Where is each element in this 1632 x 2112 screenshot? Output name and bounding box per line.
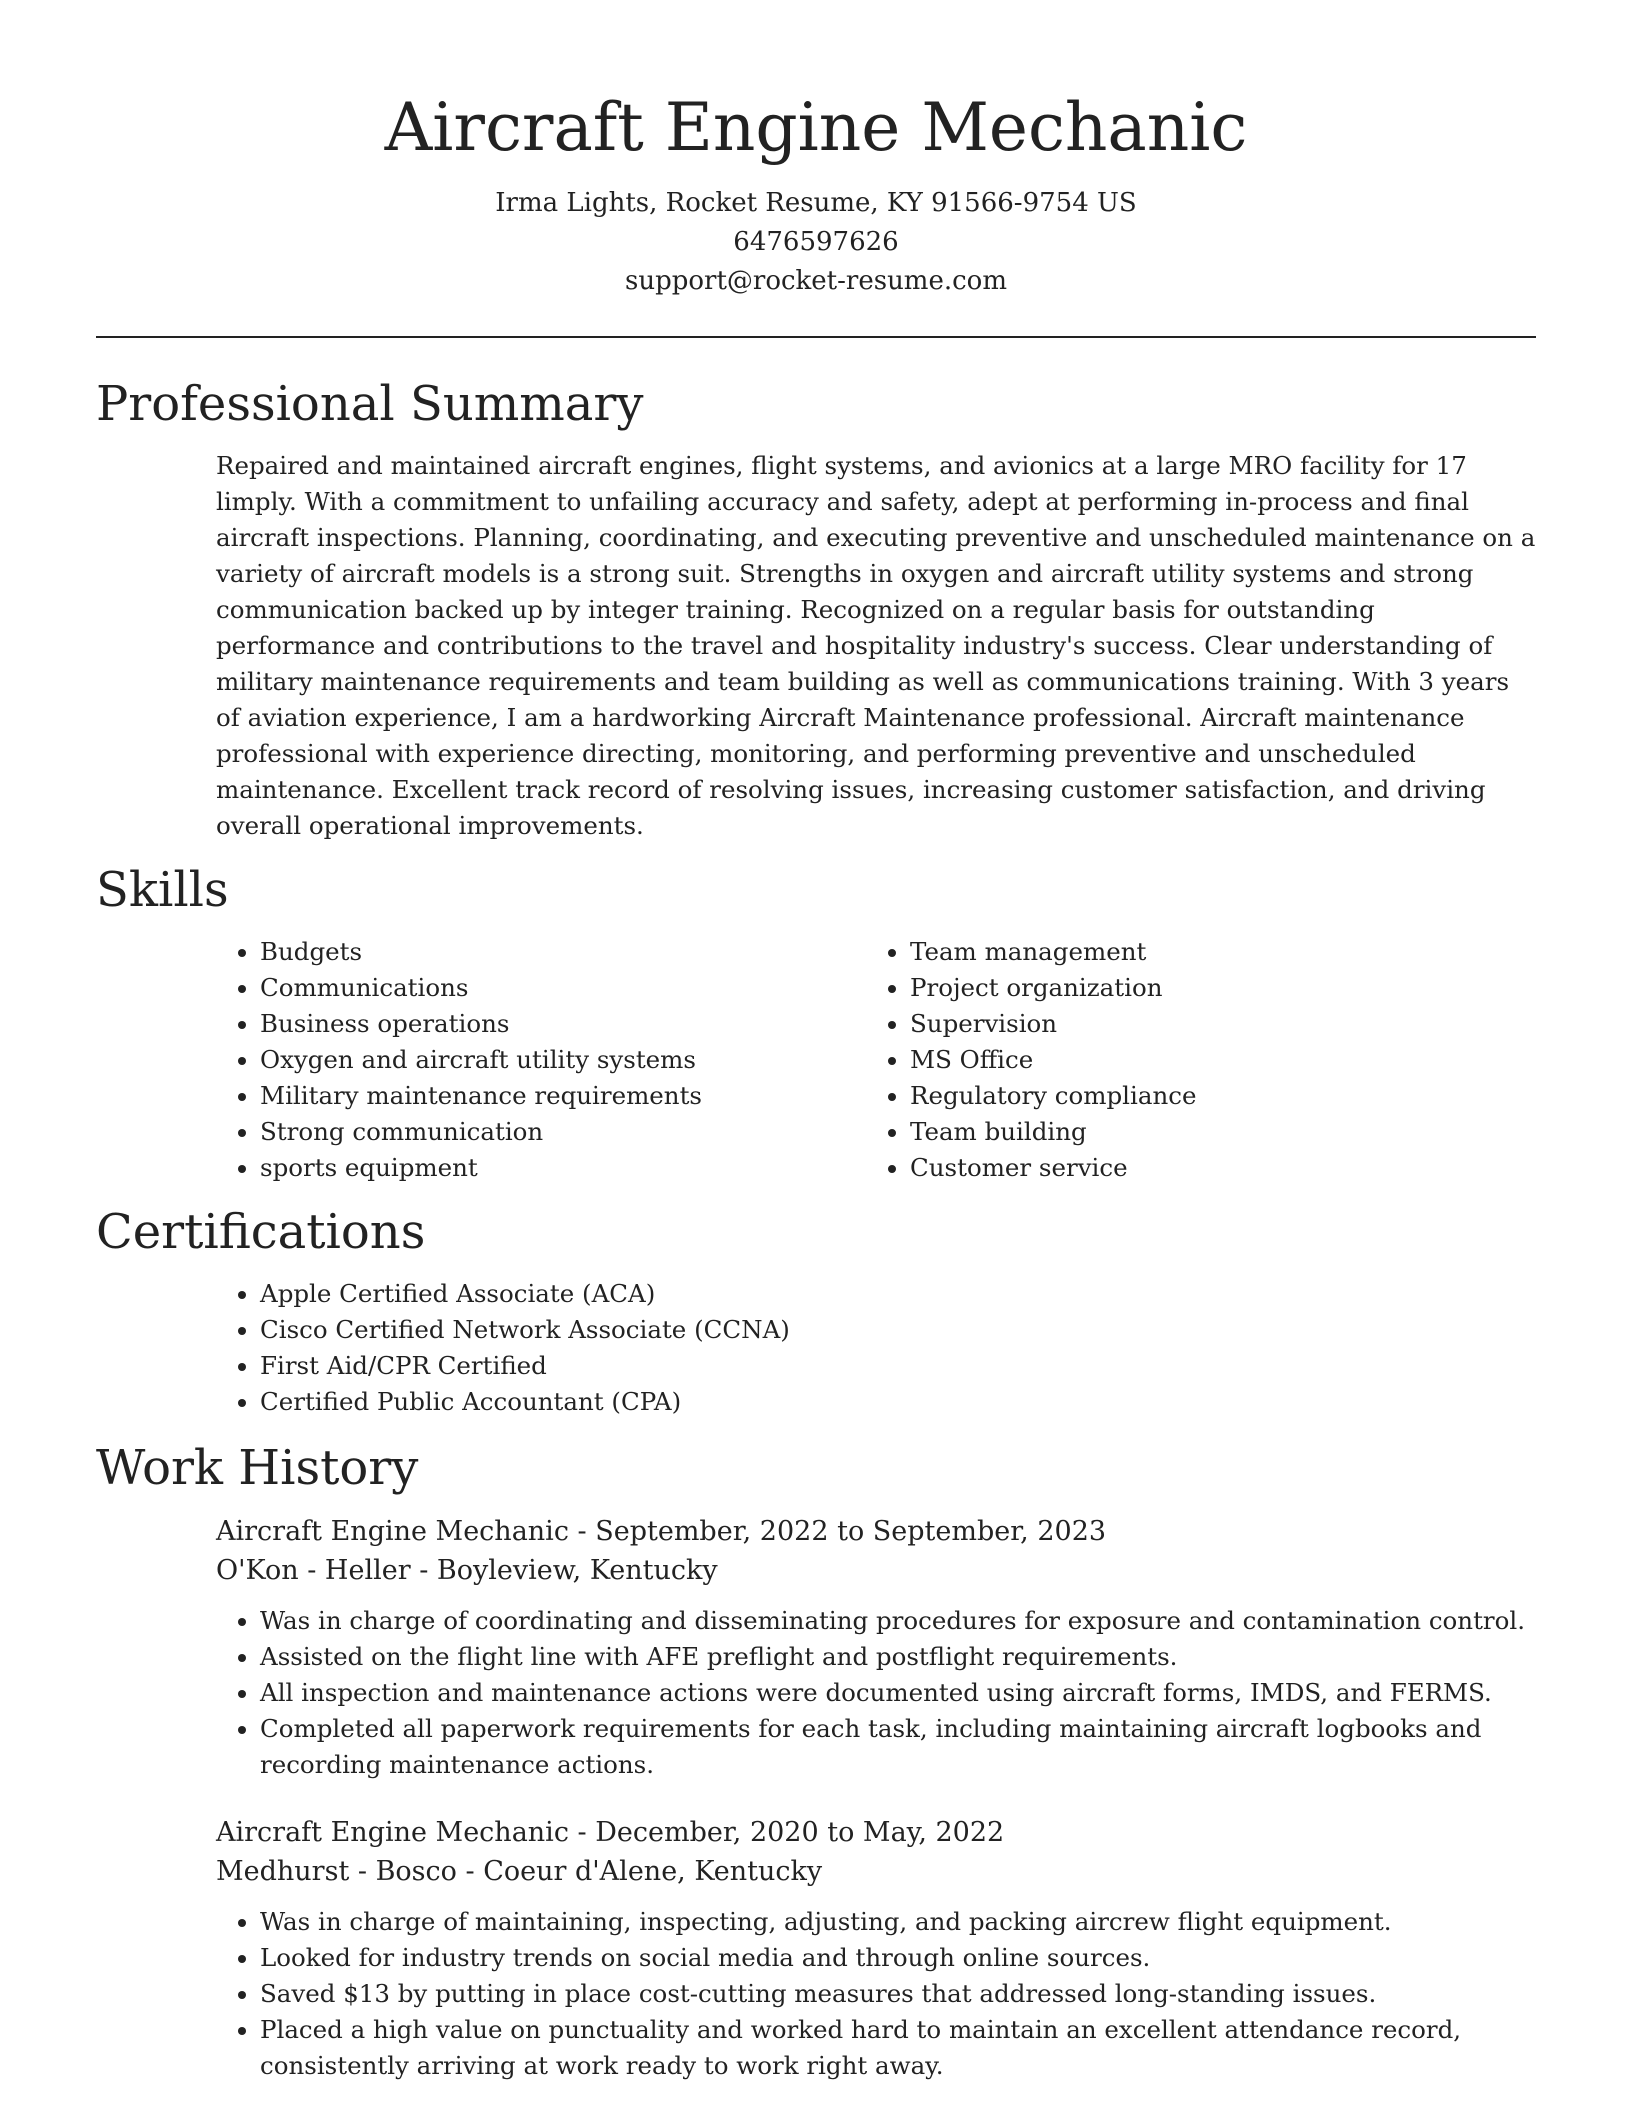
certification-item: • First Aid/CPR Certified	[260, 1348, 1536, 1384]
skill-item: • Oxygen and aircraft utility systems	[260, 1042, 866, 1078]
work-history-heading: Work History	[96, 1440, 419, 1496]
job-duty-item: • Saved $13 by putting in place cost-cutting measures that addressed long-standing issues.	[260, 1976, 1536, 2012]
job-company: Medhurst - Bosco	[216, 1856, 457, 1887]
skills-column-left	[216, 934, 866, 1186]
skill-item: • Team building	[910, 1114, 1516, 1150]
job-company-line	[216, 1551, 1536, 1590]
certifications-list	[216, 1276, 1536, 1420]
skill-item: • Strong communication	[260, 1114, 866, 1150]
summary-heading: Professional Summary	[96, 376, 644, 432]
contact-address: Irma Lights, Rocket Resume, KY 91566-9754 US	[495, 188, 1137, 218]
summary-text: Repaired and maintained aircraft engines, flight systems, and avionics at a large MRO facility for 17 limply. With a commitment to unfailing accuracy and safety, adept at performing in-process and final aircraft inspections. Planning, coordinating, and executing preventive and unscheduled maintenance on a variety of aircraft models is a strong suit. Strengths in oxygen and aircraft utility systems and strong communication backed up by integer training. Recognized on a regular basis for outstanding performance and contributions to the travel and hospitality industry's success. Clear understanding of military maintenance requirements and team building as well as communications training. With 3 years of aviation experience, I am a hardworking Aircraft Maintenance professional. Aircraft maintenance professional with experience directing, monitoring, and performing preventive and unscheduled maintenance. Excellent track record of resolving issues, increasing customer satisfaction, and driving overall operational improvements.	[216, 451, 1536, 840]
job-company-line	[216, 1852, 1536, 1891]
skill-item: • Business operations	[260, 1006, 866, 1042]
skills-list-left	[216, 934, 866, 1186]
job-entry	[216, 1813, 1536, 2084]
certification-item: • Cisco Certified Network Associate (CCNA)	[260, 1312, 1536, 1348]
skills-column-right	[866, 934, 1516, 1186]
job-duty-item: • Was in charge of maintaining, inspecting, adjusting, and packing aircrew flight equipment.	[260, 1904, 1536, 1940]
skill-item: • MS Office	[910, 1042, 1516, 1078]
job-duty-item: • Assisted on the flight line with AFE preflight and postflight requirements.	[260, 1639, 1536, 1675]
job-duties-list	[216, 1603, 1536, 1783]
job-dates: - September, 2022 to September, 2023	[568, 1516, 1107, 1547]
job-company: O'Kon - Heller	[216, 1555, 411, 1586]
skill-item: • Communications	[260, 970, 866, 1006]
skill-item: • Military maintenance requirements	[260, 1078, 866, 1114]
summary-section	[216, 448, 1536, 844]
job-duties-list	[216, 1904, 1536, 2084]
skill-item: • Supervision	[910, 1006, 1516, 1042]
job-entry	[216, 1512, 1536, 1783]
job-title-line	[216, 1512, 1536, 1551]
contact-email: support@rocket-resume.com	[624, 266, 1007, 296]
job-duty-item: • Was in charge of coordinating and disseminating procedures for exposure and contamination control.	[260, 1603, 1536, 1639]
resume-title: Aircraft Engine Mechanic	[384, 89, 1248, 166]
job-duty-item: • Completed all paperwork requirements for each task, including maintaining aircraft logbooks and recording maintenance actions.	[260, 1711, 1536, 1783]
skills-section	[216, 934, 1536, 1186]
job-location: - Coeur d'Alene, Kentucky	[456, 1856, 823, 1887]
contact-phone: 6476597626	[733, 227, 899, 257]
header-divider	[96, 336, 1536, 338]
skill-item: • Team management	[910, 934, 1516, 970]
skill-item: • sports equipment	[260, 1150, 866, 1186]
job-role: Aircraft Engine Mechanic	[216, 1817, 569, 1848]
job-duty-item: • All inspection and maintenance actions were documented using aircraft forms, IMDS, and FERMS.	[260, 1675, 1536, 1711]
job-role: Aircraft Engine Mechanic	[216, 1516, 569, 1547]
resume-page	[96, 0, 1536, 2084]
job-duty-item: • Placed a high value on punctuality and worked hard to maintain an excellent attendance record, consistently arriving at work ready to work right away.	[260, 2012, 1536, 2084]
job-dates: - December, 2020 to May, 2022	[568, 1817, 1005, 1848]
job-title-line	[216, 1813, 1536, 1852]
certification-item: • Apple Certified Associate (ACA)	[260, 1276, 1536, 1312]
skill-item: • Budgets	[260, 934, 866, 970]
skill-item: • Regulatory compliance	[910, 1078, 1516, 1114]
job-duty-item: • Looked for industry trends on social media and through online sources.	[260, 1940, 1536, 1976]
certification-item: • Certified Public Accountant (CPA)	[260, 1384, 1536, 1420]
job-location: - Boyleview, Kentucky	[410, 1555, 718, 1586]
skill-item: • Customer service	[910, 1150, 1516, 1186]
skills-list-right	[866, 934, 1516, 1186]
skill-item: • Project organization	[910, 970, 1516, 1006]
certifications-heading: Certifications	[96, 1204, 426, 1260]
skills-heading: Skills	[96, 862, 229, 918]
resume-header	[96, 0, 1536, 301]
